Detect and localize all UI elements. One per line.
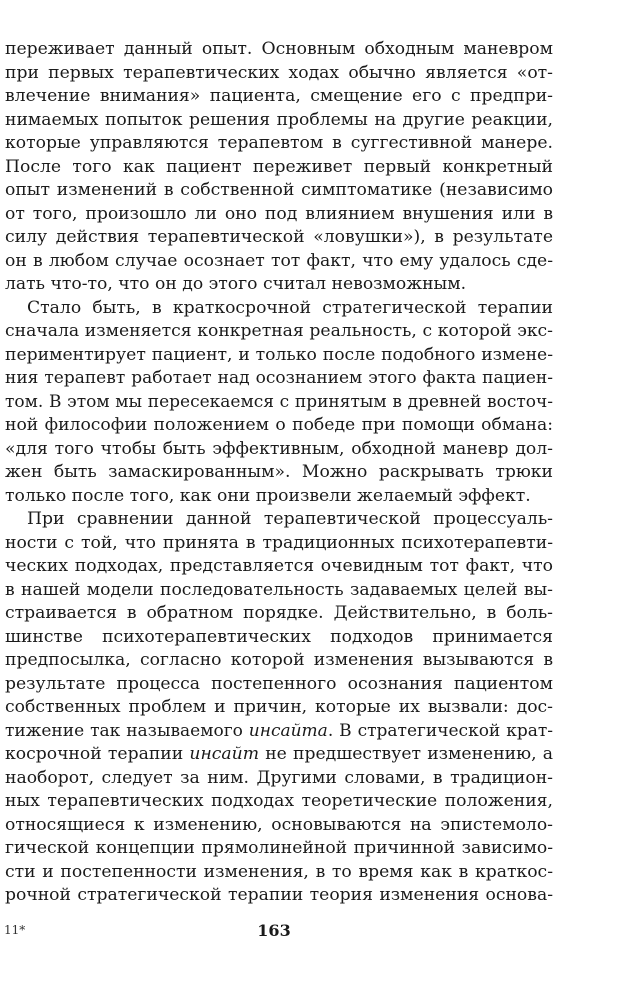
text-line: в нашей модели последовательность задаваемых целей вы- <box>5 579 553 600</box>
text-line: сти и постепенности изменения, в то время как в краткос- <box>5 861 553 882</box>
text-line: результате процесса постепенного осознания пациентом <box>5 673 553 694</box>
text-line: периментирует пациент, и только после подобного измене- <box>5 344 553 365</box>
text-line: относящиеся к изменению, основываются на эпистемоло- <box>5 814 553 835</box>
text-line: гической концепции прямолинейной причинной зависимо- <box>5 838 553 858</box>
text-line: жен быть замаскированным». Можно раскрывать трюки <box>5 462 553 482</box>
text-fragment: . В стратегической крат- <box>327 720 553 741</box>
page-number: 163 <box>257 921 291 940</box>
text-line: ной философии положением о победе при помощи обмана: <box>5 415 553 435</box>
text-line: нимаемых попыток решения проблемы на другие реакции, <box>5 109 553 130</box>
text-line: опыт изменений в собственной симптоматике (независимо <box>5 180 553 200</box>
text-line: ния терапевт работает над осознанием этого факта пациен- <box>5 368 553 388</box>
italic-term: инсайт <box>189 744 260 764</box>
text-line: ных терапевтических подходах теоретические положения, <box>5 791 553 811</box>
text-line: он в любом случае осознает тот факт, что ему удалось сде- <box>5 250 553 271</box>
body-text <box>5 38 553 908</box>
text-line: силу действия терапевтической «ловушки»), в результате <box>5 227 553 247</box>
text-line: лать что-то, что он до этого считал невозможным. <box>5 274 467 294</box>
text-line: ческих подходах, представляется очевидным тот факт, что <box>5 556 553 576</box>
text-line: от того, произошло ли оно под влиянием внушения или в <box>5 203 553 224</box>
text-line: собственных проблем и причин, которые их вызвали: дос- <box>5 697 553 717</box>
italic-term: инсайта <box>248 720 328 741</box>
text-line: ности с той, что принята в традиционных психотерапевти- <box>5 532 553 553</box>
text-line: влечение внимания» пациента, смещение его с предпри- <box>5 86 553 106</box>
text-line: переживает данный опыт. Основным обходным маневром <box>5 39 553 59</box>
text-line: сначала изменяется конкретная реальность, с которой экс- <box>5 321 553 341</box>
text-fragment: косрочной терапии <box>5 744 190 764</box>
text-line: при первых терапевтических ходах обычно является «от- <box>5 62 553 83</box>
text-line: «для того чтобы быть эффективным, обходной маневр дол- <box>5 438 553 459</box>
text-line: шинстве психотерапевтических подходов принимается <box>5 626 553 647</box>
text-line: наоборот, следует за ним. Другими словами, в традицион- <box>5 767 553 788</box>
text-line: которые управляются терапевтом в суггестивной манере. <box>5 133 553 153</box>
text-line: рочной стратегической терапии теория изменения основа- <box>5 885 553 905</box>
text-line: том. В этом мы пересекаемся с принятым в древней восточ- <box>5 391 553 412</box>
text-line: предпосылка, согласно которой изменения вызываются в <box>5 650 553 670</box>
signature-mark: 11* <box>4 923 26 937</box>
text-line: Стало быть, в краткосрочной стратегической терапии <box>27 297 553 318</box>
text-line: При сравнении данной терапевтической процессуаль- <box>27 509 553 529</box>
text-line: После того как пациент переживет первый конкретный <box>5 156 553 177</box>
text-line <box>5 743 553 767</box>
text-line: только после того, как они произвели желаемый эффект. <box>5 485 531 506</box>
text-fragment: не предшествует изменению, а <box>259 744 553 764</box>
text-line: страивается в обратном порядке. Действительно, в боль- <box>5 603 553 623</box>
text-fragment: тижение так называемого <box>5 720 249 741</box>
text-line <box>5 720 553 744</box>
